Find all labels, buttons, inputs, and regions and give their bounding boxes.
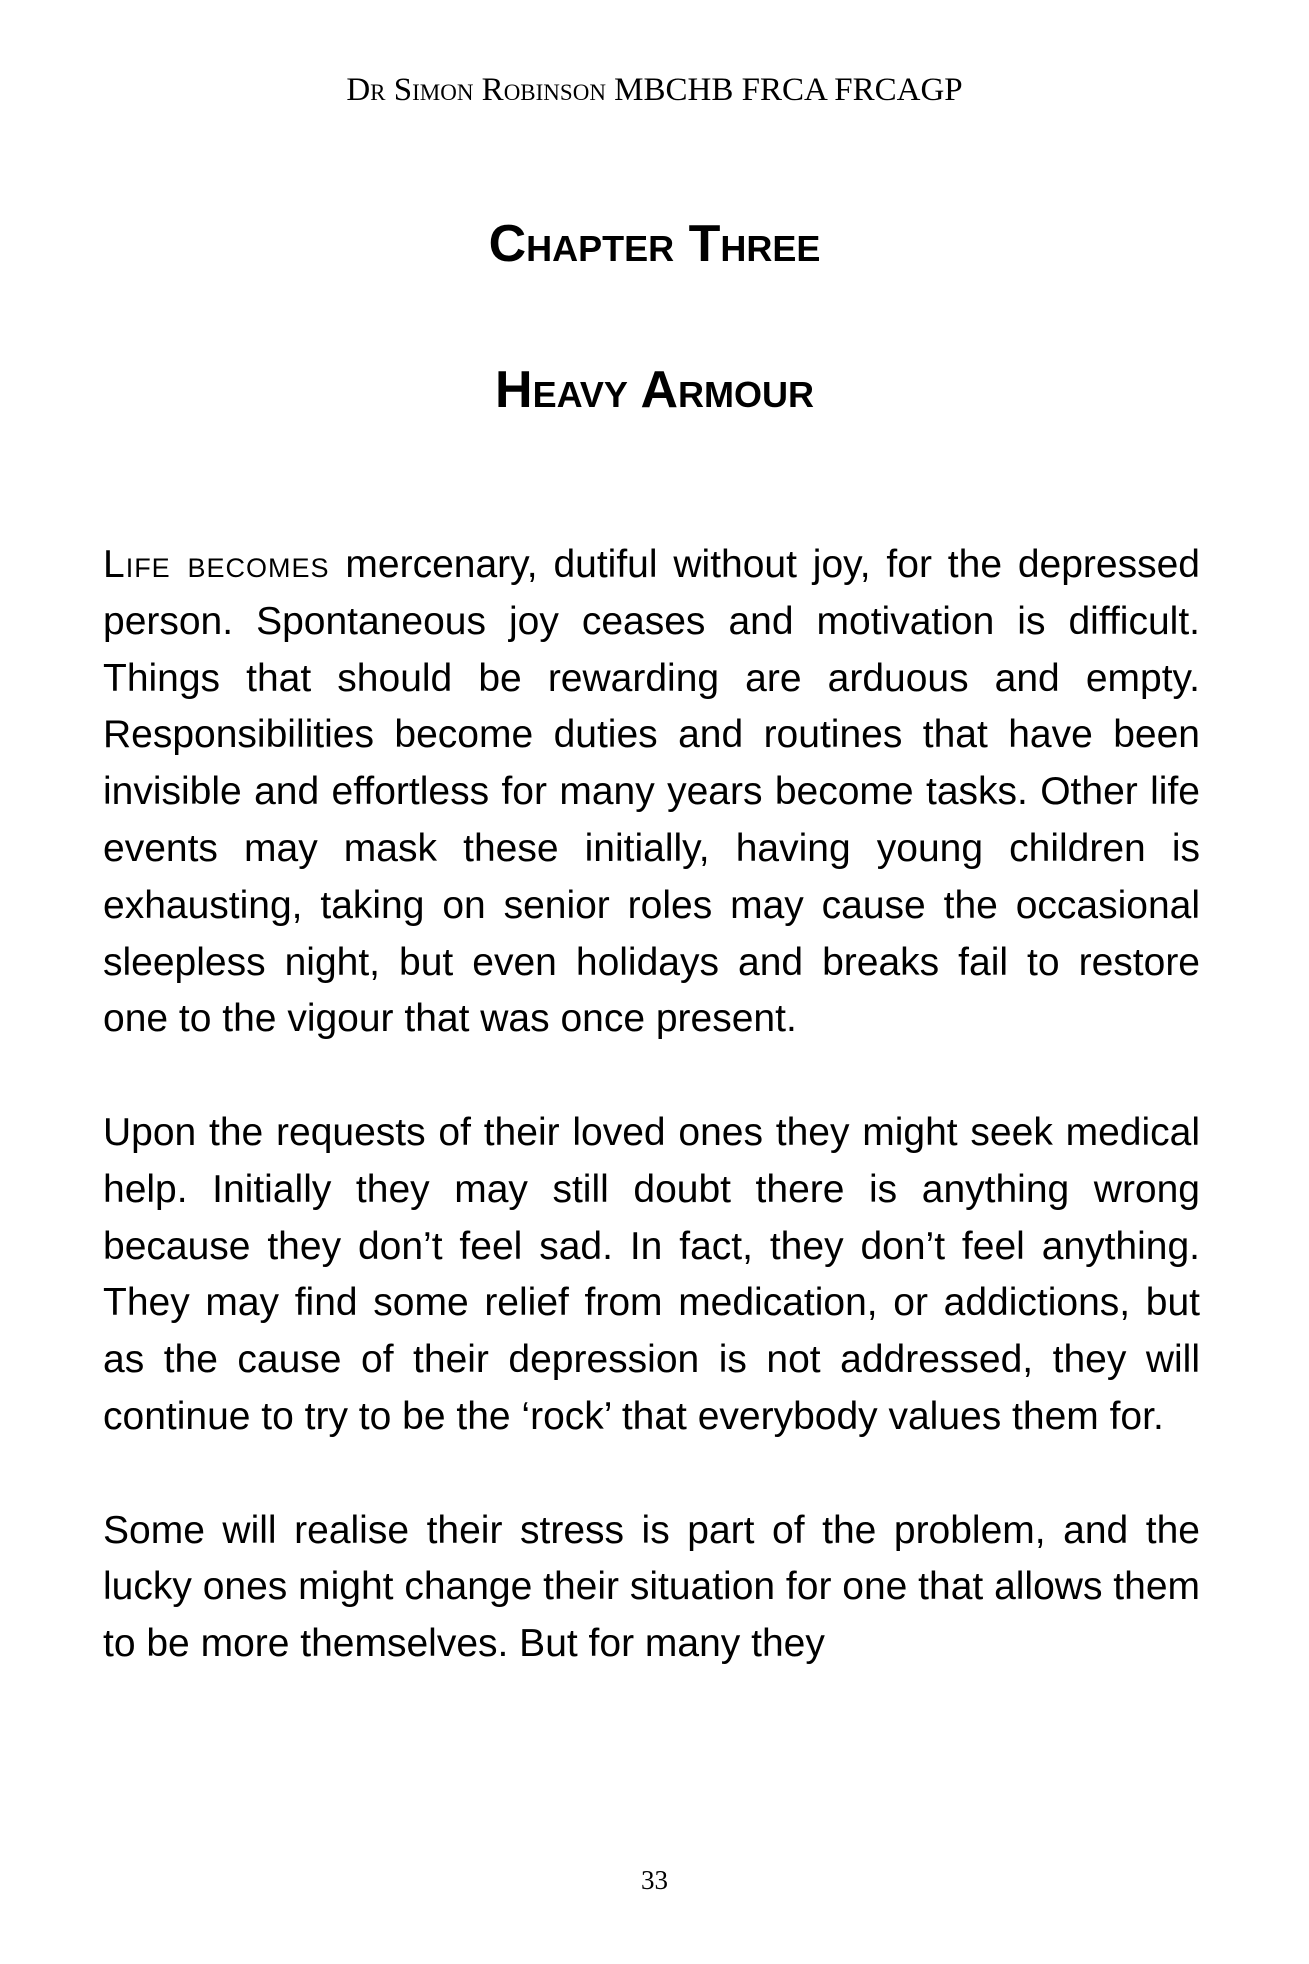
page-number: 33 <box>641 1865 668 1895</box>
paragraph-text: mercenary, dutiful without joy, for the depressed person. Spontaneous joy ceases and motivation is difficult. Things that should be rewarding are arduous and empty. Responsibilities become duties and routines that have been invisible and effortless for many years become tasks. Other life events may mask these initially, having young children is exhausting, taking on senior roles may cause the occasional sleepless night, but even holidays and breaks fail to restore one to the vigour that was once present. <box>103 543 1200 1041</box>
chapter-title: Heavy Armour <box>495 361 814 419</box>
chapter-number: Chapter Three <box>488 215 821 273</box>
paragraph <box>103 537 1200 1048</box>
paragraph: Some will realise their stress is part of the problem, and the lucky ones might change their situation for one that allows them to be more themselves. But for many they <box>103 1508 1200 1666</box>
body-text <box>103 537 1200 1673</box>
paragraph: Upon the requests of their loved ones they might seek medical help. Initially they may still doubt there is anything wrong because they don’t feel sad. In fact, they don’t feel anything. They may find some relief from medication, or addictions, but as the cause of their depression is not addressed, they will continue to try to be the ‘rock’ that everybody values them for. <box>103 1110 1200 1438</box>
running-header: Dr Simon Robinson MBCHB FRCA FRCAGP <box>346 72 963 108</box>
paragraph-lead-in: Life becomes <box>103 543 330 586</box>
